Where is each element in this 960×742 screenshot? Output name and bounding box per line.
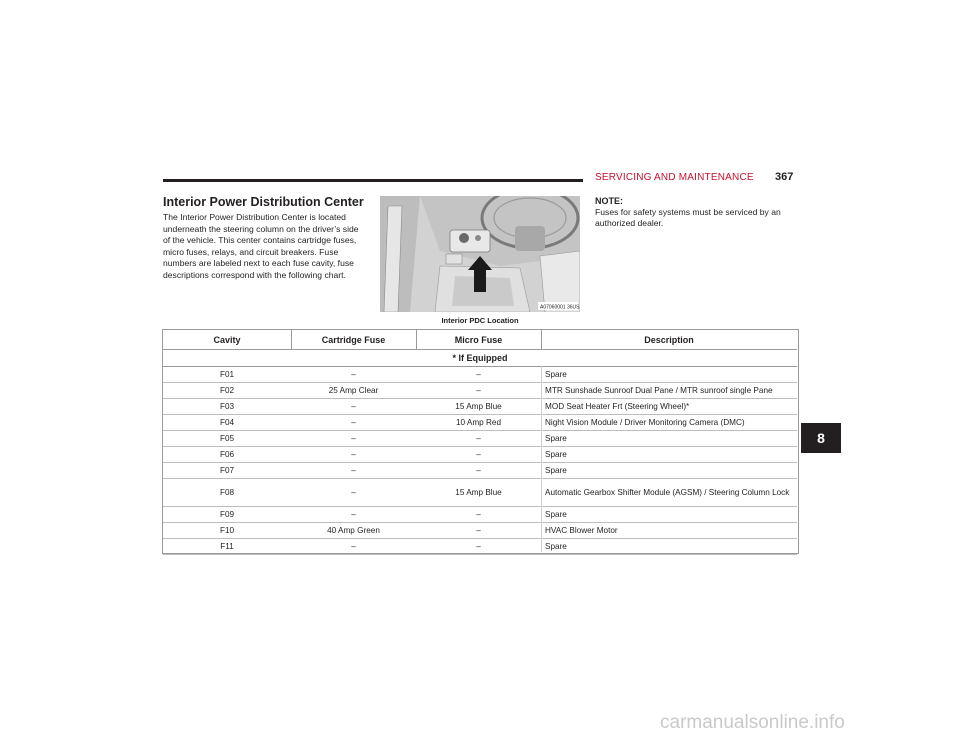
table-row (163, 367, 797, 383)
header-section-title: SERVICING AND MAINTENANCE (595, 172, 754, 183)
micro-cell: 15 Amp Blue (416, 399, 541, 415)
pdc-location-figure (380, 196, 580, 312)
header-divider (416, 330, 417, 349)
cavity-cell: F09 (163, 507, 291, 523)
equipped-note: * If Equipped (163, 350, 797, 367)
page-number: 367 (775, 171, 794, 183)
micro-cell: – (416, 367, 541, 383)
header-rule (163, 179, 583, 182)
micro-cell: – (416, 447, 541, 463)
description-cell: Spare (541, 431, 797, 447)
cavity-cell: F06 (163, 447, 291, 463)
header-cartridge-fuse: Cartridge Fuse (291, 330, 416, 350)
cartridge-cell: 40 Amp Green (291, 523, 416, 539)
table-row (163, 507, 797, 523)
cartridge-cell: – (291, 447, 416, 463)
cartridge-cell: – (291, 479, 416, 507)
micro-cell: – (416, 431, 541, 447)
figure-code: A07060001 36US (540, 304, 580, 311)
table-row (163, 479, 797, 507)
watermark: carmanualsonline.info (660, 712, 845, 733)
pdc-illustration (380, 196, 580, 312)
cartridge-cell: – (291, 399, 416, 415)
header-divider (541, 330, 542, 349)
cartridge-cell: – (291, 431, 416, 447)
micro-cell: 15 Amp Blue (416, 479, 541, 507)
description-cell: MOD Seat Heater Frt (Steering Wheel)* (541, 399, 797, 415)
cavity-cell: F02 (163, 383, 291, 399)
description-cell: Spare (541, 539, 797, 555)
micro-cell: – (416, 463, 541, 479)
description-cell: Spare (541, 463, 797, 479)
column-divider (541, 366, 542, 552)
cavity-cell: F10 (163, 523, 291, 539)
description-cell: Spare (541, 507, 797, 523)
cartridge-cell: – (291, 367, 416, 383)
cartridge-cell: – (291, 507, 416, 523)
cartridge-cell: 25 Amp Clear (291, 383, 416, 399)
micro-cell: – (416, 523, 541, 539)
table-row (163, 431, 797, 447)
figure-caption: Interior PDC Location (441, 316, 519, 325)
cavity-cell: F11 (163, 539, 291, 555)
table-row (163, 383, 797, 399)
page-header (163, 170, 797, 186)
cartridge-cell: – (291, 415, 416, 431)
description-cell: Automatic Gearbox Shifter Module (AGSM) / Steering Column Lock (541, 479, 797, 507)
header-divider (291, 330, 292, 349)
description-cell: Night Vision Module / Driver Monitoring Camera (DMC) (541, 415, 797, 431)
header-cavity: Cavity (163, 330, 291, 350)
cavity-cell: F04 (163, 415, 291, 431)
micro-cell: – (416, 507, 541, 523)
description-cell: MTR Sunshade Sunroof Dual Pane / MTR sunroof single Pane (541, 383, 797, 399)
cavity-cell: F01 (163, 367, 291, 383)
description-cell: HVAC Blower Motor (541, 523, 797, 539)
header-micro-fuse: Micro Fuse (416, 330, 541, 350)
cavity-cell: F07 (163, 463, 291, 479)
cavity-cell: F08 (163, 479, 291, 507)
micro-cell: – (416, 383, 541, 399)
table-row (163, 523, 797, 539)
description-cell: Spare (541, 447, 797, 463)
table-row (163, 463, 797, 479)
description-cell: Spare (541, 367, 797, 383)
micro-cell: 10 Amp Red (416, 415, 541, 431)
table-row (163, 539, 797, 555)
table-header-row (163, 330, 797, 350)
cartridge-cell: – (291, 463, 416, 479)
section-body: The Interior Power Distribution Center is located underneath the steering column on the driver’s side of the vehicle. This center contains cartridge fuses, micro fuses, relays, and circuit breakers. Fuse numbers are labeled next to each fuse cavity, fuse descriptions correspond with the following chart. (163, 212, 359, 280)
micro-cell: – (416, 539, 541, 555)
note-label: NOTE: (595, 196, 623, 206)
table-row (163, 447, 797, 463)
note-text: Fuses for safety systems must be serviced by an authorized dealer. (595, 207, 781, 229)
header-description: Description (541, 330, 797, 350)
table-row (163, 399, 797, 415)
cavity-cell: F03 (163, 399, 291, 415)
table-row (163, 415, 797, 431)
chapter-tab[interactable]: 8 (801, 423, 841, 453)
equipped-note-row (163, 350, 797, 367)
section-title: Interior Power Distribution Center (163, 195, 364, 209)
cartridge-cell: – (291, 539, 416, 555)
fuse-table (163, 330, 797, 555)
cavity-cell: F05 (163, 431, 291, 447)
